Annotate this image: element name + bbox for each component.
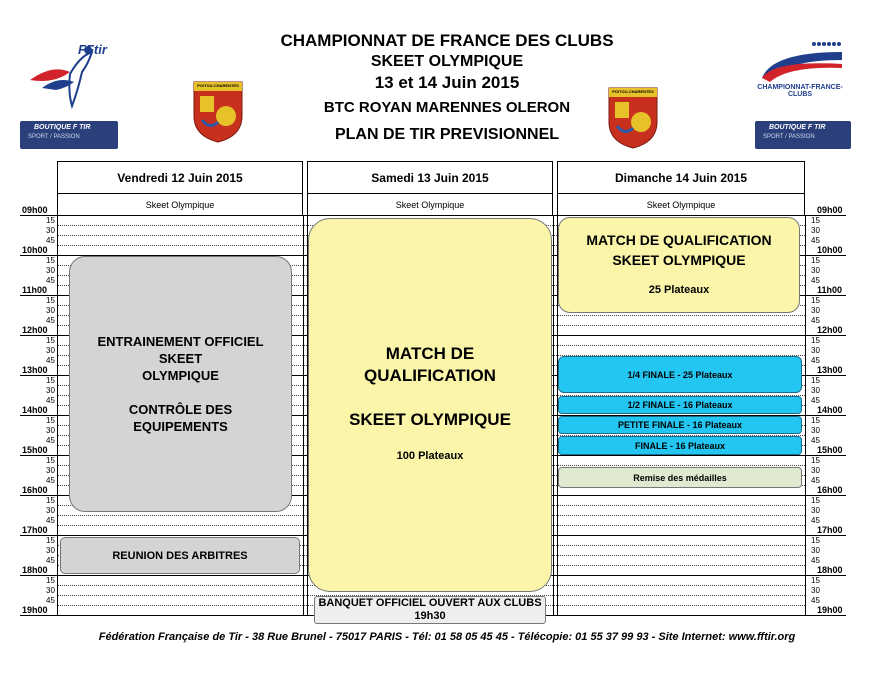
minute-label-left: 45 (46, 316, 55, 325)
region-crest-text-left: POITOU-CHARENTES (197, 83, 239, 88)
finale-label: FINALE - 16 Plateaux (634, 440, 726, 451)
minute-label-right: 15 (811, 296, 820, 305)
boutique-logo-left: BOUTIQUE F TIR SPORT / PASSION (20, 121, 118, 149)
hour-label-right: 15h00 (817, 445, 843, 455)
event-entrainement-officiel[interactable] (69, 256, 292, 512)
minute-label-right: 45 (811, 356, 820, 365)
medailles-label: Remise des médailles (633, 472, 727, 483)
event-match-qualification-dimanche[interactable] (558, 217, 800, 313)
minute-label-left: 30 (46, 426, 55, 435)
minute-label-right: 15 (811, 456, 820, 465)
hour-label-left: 11h00 (22, 285, 48, 295)
minute-label-left: 30 (46, 506, 55, 515)
region-crest-right (607, 86, 659, 150)
fftir-logo (22, 36, 118, 116)
minute-label-left: 45 (46, 436, 55, 445)
event-finale[interactable] (558, 436, 802, 455)
match-sun-line1: MATCH DE QUALIFICATION (586, 232, 772, 248)
event-match-qualification-samedi[interactable] (308, 218, 552, 592)
minute-label-left: 30 (46, 266, 55, 275)
page-title: CHAMPIONNAT DE FRANCE DES CLUBS (280, 31, 614, 50)
minute-label-right: 15 (811, 256, 820, 265)
minute-label-left: 45 (46, 396, 55, 405)
minute-label-left: 45 (46, 476, 55, 485)
minute-label-left: 15 (46, 376, 55, 385)
minute-label-right: 30 (811, 226, 820, 235)
hour-label-left: 10h00 (22, 245, 48, 255)
hour-label-right: 14h00 (817, 405, 843, 415)
minute-label-left: 30 (46, 466, 55, 475)
minute-label-right: 15 (811, 336, 820, 345)
minute-label-right: 30 (811, 346, 820, 355)
discipline-friday: Skeet Olympique (57, 193, 303, 215)
event-banquet[interactable] (314, 596, 546, 624)
hour-label-right: 18h00 (817, 565, 843, 575)
minute-label-left: 45 (46, 236, 55, 245)
hour-label-left: 13h00 (22, 365, 48, 375)
minute-label-right: 45 (811, 276, 820, 285)
hour-label-right: 10h00 (817, 245, 843, 255)
minute-label-right: 15 (811, 376, 820, 385)
page-subtitle: SKEET OLYMPIQUE (370, 53, 524, 70)
minute-label-left: 30 (46, 226, 55, 235)
minute-label-left: 45 (46, 276, 55, 285)
minute-label-left: 15 (46, 456, 55, 465)
hour-label-left: 14h00 (22, 405, 48, 415)
petite-label: PETITE FINALE - 16 Plateaux (617, 420, 743, 430)
minute-label-left: 15 (46, 576, 55, 585)
minute-label-right: 15 (811, 536, 820, 545)
minute-label-right: 30 (811, 506, 820, 515)
region-crest-left (192, 80, 244, 144)
hour-label-left: 09h00 (22, 205, 48, 215)
minute-label-left: 15 (46, 296, 55, 305)
minute-label-left: 30 (46, 346, 55, 355)
minute-label-left: 15 (46, 336, 55, 345)
banquet-line1: BANQUET OFFICIEL OUVERT AUX CLUBS (318, 597, 542, 609)
hour-label-left: 15h00 (22, 445, 48, 455)
match-sun-line2: SKEET OLYMPIQUE (612, 252, 746, 268)
event-quart-finale[interactable] (558, 356, 802, 393)
championnat-logo-text: CHAMPIONNAT-FRANCE-CLUBS (757, 84, 843, 98)
minute-label-left: 30 (46, 586, 55, 595)
plan-title: PLAN DE TIR PREVISIONNEL (334, 126, 560, 143)
match-sat-plateaux: 100 Plateaux (396, 450, 464, 462)
hour-label-left: 19h00 (22, 605, 48, 615)
hour-label-right: 17h00 (817, 525, 843, 535)
event-petite-finale[interactable] (558, 416, 802, 434)
col-border (303, 215, 304, 615)
minute-label-right: 45 (811, 556, 820, 565)
championnat-logo (752, 38, 848, 110)
minute-label-right: 30 (811, 586, 820, 595)
minute-label-right: 15 (811, 576, 820, 585)
minute-label-right: 30 (811, 426, 820, 435)
event-reunion-arbitres[interactable] (60, 537, 300, 574)
minute-label-left: 45 (46, 356, 55, 365)
minute-label-right: 45 (811, 516, 820, 525)
minute-label-right: 30 (811, 266, 820, 275)
demi-label: 1/2 FINALE - 16 Plateaux (627, 400, 733, 410)
quart-label: 1/4 FINALE - 25 Plateaux (627, 369, 733, 380)
hour-label-right: 13h00 (817, 365, 843, 375)
col-border (57, 215, 58, 615)
event-dates: 13 et 14 Juin 2015 (374, 73, 520, 92)
minute-label-right: 30 (811, 466, 820, 475)
hour-label-right: 19h00 (817, 605, 843, 615)
event-demi-finale[interactable] (558, 396, 802, 414)
hour-label-right: 16h00 (817, 485, 843, 495)
col-border (805, 215, 806, 615)
minute-label-right: 45 (811, 476, 820, 485)
day-header-sunday: Dimanche 14 Juin 2015 (557, 161, 805, 193)
hour-label-left: 16h00 (22, 485, 48, 495)
minute-label-left: 45 (46, 556, 55, 565)
minute-label-right: 30 (811, 306, 820, 315)
minute-label-right: 15 (811, 416, 820, 425)
minute-label-right: 45 (811, 396, 820, 405)
minute-label-right: 45 (811, 596, 820, 605)
banquet-line2: 19h30 (414, 610, 446, 622)
minute-label-left: 15 (46, 496, 55, 505)
hour-label-right: 12h00 (817, 325, 843, 335)
minute-label-right: 30 (811, 546, 820, 555)
hour-label-left: 18h00 (22, 565, 48, 575)
entrainement-line5: EQUIPEMENTS (133, 419, 228, 434)
day-header-friday: Vendredi 12 Juin 2015 (57, 161, 303, 193)
match-sat-line3: SKEET OLYMPIQUE (349, 410, 511, 429)
discipline-saturday: Skeet Olympique (307, 193, 553, 215)
day-header-saturday: Samedi 13 Juin 2015 (307, 161, 553, 193)
minute-label-left: 30 (46, 306, 55, 315)
col-border (553, 215, 554, 615)
entrainement-line1: ENTRAINEMENT OFFICIEL (97, 334, 264, 349)
minute-label-right: 15 (811, 216, 820, 225)
hour-line (20, 215, 846, 216)
region-crest-text-right: POITOU-CHARENTES (612, 89, 654, 94)
minute-label-right: 30 (811, 386, 820, 395)
fftir-logo-text: FFtir (78, 42, 107, 57)
minute-label-right: 15 (811, 496, 820, 505)
hour-label-left: 12h00 (22, 325, 48, 335)
minute-label-left: 30 (46, 546, 55, 555)
minute-label-left: 30 (46, 386, 55, 395)
minute-label-left: 45 (46, 596, 55, 605)
minute-label-right: 45 (811, 436, 820, 445)
event-remise-medailles[interactable] (558, 467, 802, 488)
entrainement-line4: CONTRÔLE DES (128, 402, 233, 417)
reunion-label: REUNION DES ARBITRES (112, 549, 248, 562)
minute-label-left: 15 (46, 216, 55, 225)
minute-label-left: 15 (46, 256, 55, 265)
match-sat-line2: QUALIFICATION (364, 366, 496, 385)
match-sun-plateaux: 25 Plateaux (648, 284, 710, 296)
hour-label-left: 17h00 (22, 525, 48, 535)
entrainement-line3: OLYMPIQUE (142, 368, 219, 383)
minute-label-right: 45 (811, 316, 820, 325)
minute-label-left: 15 (46, 536, 55, 545)
minute-label-right: 45 (811, 236, 820, 245)
minute-label-left: 45 (46, 516, 55, 525)
hour-label-right: 09h00 (817, 205, 843, 215)
event-venue: BTC ROYAN MARENNES OLERON (323, 99, 571, 116)
hour-label-right: 11h00 (817, 285, 843, 295)
match-sat-line1: MATCH DE (385, 344, 475, 363)
boutique-logo-right: BOUTIQUE F TIR SPORT / PASSION (755, 121, 851, 149)
footer-contact: Fédération Française de Tir - 38 Rue Brunel - 75017 PARIS - Tél: 01 58 05 45 45 - Télécopie: 01 55 37 99 93 - Site Internet: www.fftir.org (98, 631, 796, 643)
discipline-sunday: Skeet Olympique (557, 193, 805, 215)
minute-label-left: 15 (46, 416, 55, 425)
entrainement-line2: SKEET (158, 351, 203, 366)
